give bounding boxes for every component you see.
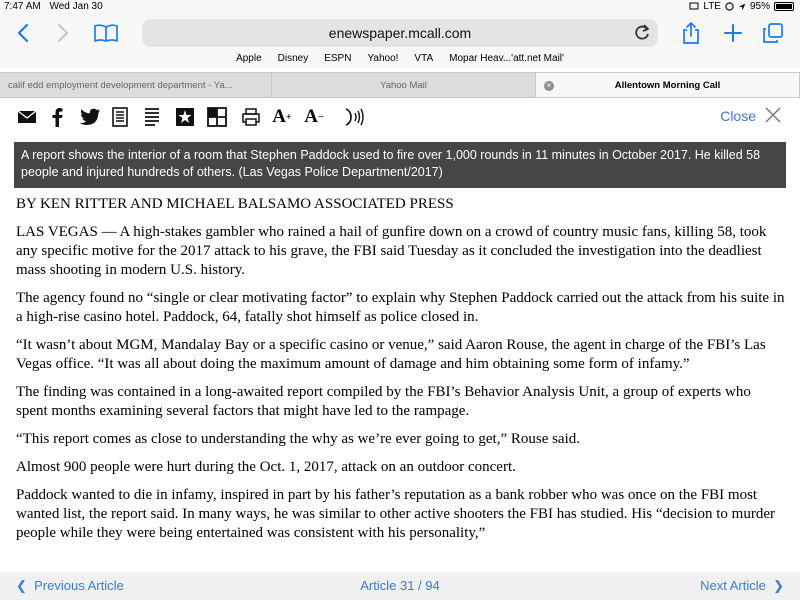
article-paragraph: Paddock wanted to die in infamy, inspired in part by his father’s reputation as a bank robber who was once on the FBI most wanted list, the report said. In many ways, he was similar to other active shooters the FBI has studied. His “decision to murder people while they were being entertained was consistent with his personality,” — [16, 487, 776, 541]
article-position: Article 31 / 94 — [360, 578, 440, 593]
printer-icon — [241, 107, 261, 127]
bookmarks-button[interactable] — [92, 20, 120, 46]
twitter-button[interactable] — [78, 106, 102, 128]
speaker-icon — [343, 107, 365, 127]
battery-icon — [774, 2, 794, 11]
tab-yahoo-mail[interactable] — [272, 73, 536, 97]
previous-article-label: Previous Article — [34, 578, 124, 593]
article-paragraph: The agency found no “single or clear motivating factor” to explain why Stephen Paddock carried out the attack from his suite in a high-rise casino hotel. Paddock, 64, fatally shot himself as police closed in. — [16, 290, 785, 325]
article-paragraph: “This report comes as close to understanding the why as we’re ever going to get,” Rouse said. — [16, 431, 581, 447]
forward-button[interactable] — [50, 20, 76, 46]
next-article-label: Next Article — [700, 578, 766, 593]
puzzle-button[interactable] — [174, 106, 196, 128]
article-paragraph: “It wasn’t about MGM, Mandalay Bay or a specific casino or venue,” said Aaron Rouse, the agent in charge of the FBI’s Las Vegas office. “It was all about doing the maximum amount of damage and him obtaining some form of infamy.” — [16, 337, 766, 372]
lock-rotation-icon — [725, 2, 734, 11]
chevron-left-icon: ❮ — [16, 578, 35, 593]
favorite-link[interactable]: Yahoo! — [367, 53, 399, 64]
url-text: enewspaper.mcall.com — [328, 25, 472, 41]
status-carrier: LTE — [703, 1, 721, 12]
location-icon — [738, 3, 746, 11]
favorite-link[interactable]: Disney — [277, 53, 309, 64]
status-date: Wed Jan 30 — [49, 1, 103, 12]
tab-allentown-morning-call[interactable] — [536, 73, 800, 97]
back-button[interactable] — [10, 20, 36, 46]
next-article-link[interactable] — [700, 578, 784, 594]
reader-toolbar — [0, 98, 800, 138]
chevron-left-icon — [16, 23, 30, 43]
plus-icon — [723, 23, 743, 43]
article-list-button[interactable] — [142, 106, 162, 128]
tab-bar — [0, 72, 800, 98]
article-paragraph: Almost 900 people were hurt during the Oct. 1, 2017, attack on an outdoor concert. — [16, 459, 516, 475]
share-icon — [682, 21, 700, 45]
favorite-link[interactable]: ESPN — [324, 53, 352, 64]
chevron-right-icon — [56, 23, 70, 43]
reload-icon[interactable] — [632, 23, 652, 43]
grid-icon — [207, 107, 227, 127]
print-button[interactable] — [240, 106, 262, 128]
favorites-bar — [0, 52, 800, 68]
tabs-icon — [762, 22, 784, 44]
decrease-font-button[interactable]: A − — [304, 106, 324, 127]
tabs-overview-button[interactable] — [760, 20, 786, 46]
article-byline: BY KEN RITTER AND MICHAEL BALSAMO ASSOCIATED PRESS — [16, 196, 454, 212]
envelope-icon — [17, 110, 37, 124]
tab-edd[interactable] — [0, 73, 272, 97]
screen-mirror-icon — [689, 2, 699, 11]
puzzle-icon — [175, 107, 195, 127]
photo-caption: A report shows the interior of a room that Stephen Paddock used to fire over 1,000 rounds in 11 minutes in October 2017. He killed 58 people and injured hundreds of others. (Las Vegas Police Department/2017) — [14, 142, 786, 188]
document-icon — [111, 107, 129, 127]
browser-toolbar — [0, 14, 800, 52]
tab-label: calif edd employment development department - Ya... — [8, 79, 233, 91]
chevron-right-icon: ❯ — [765, 578, 784, 593]
status-battery-percent: 95% — [749, 1, 770, 12]
article-body — [16, 195, 786, 552]
tab-label: Yahoo Mail — [380, 79, 427, 91]
article-paragraph: The finding was contained in a long-awaited report compiled by the FBI’s Behavior Analysis Unit, a group of experts who spent months examining several factors that might have led to the rampage. — [16, 384, 751, 419]
text-to-speech-button[interactable] — [342, 106, 366, 128]
email-button[interactable] — [16, 106, 38, 128]
status-time: 7:47 AM — [4, 1, 41, 12]
article-navigation — [0, 572, 800, 600]
close-reader-link[interactable]: Close — [720, 108, 756, 124]
text-view-button[interactable] — [110, 106, 130, 128]
facebook-icon — [51, 107, 63, 127]
tab-label: Allentown Morning Call — [614, 79, 721, 91]
favorite-link[interactable]: Mopar Heav...'att.net Mail' — [449, 53, 564, 64]
close-tab-icon[interactable]: × — [544, 81, 554, 91]
article-paragraph: LAS VEGAS — A high-stakes gambler who rained a hail of gunfire down on a crowd of country music fans, killing 58, took any specific motive for the 2017 attack to his grave, the FBI said Tuesday as it concluded the investigation into the deadliest mass shooting in modern U.S. history. — [16, 224, 767, 278]
increase-font-button[interactable]: A + — [272, 106, 292, 127]
list-icon — [143, 107, 161, 127]
status-bar — [0, 0, 800, 14]
close-icon[interactable] — [764, 106, 782, 124]
font-decrease-label: A — [304, 106, 319, 127]
facebook-button[interactable] — [48, 106, 66, 128]
new-tab-button[interactable] — [720, 20, 746, 46]
font-increase-label: A — [272, 106, 287, 127]
page-view-button[interactable] — [206, 106, 228, 128]
twitter-icon — [79, 108, 101, 126]
favorite-link[interactable]: Apple — [236, 53, 262, 64]
share-button[interactable] — [678, 20, 704, 46]
book-icon — [93, 23, 119, 43]
favorite-link[interactable]: VTA — [414, 53, 434, 64]
address-bar[interactable] — [142, 19, 658, 47]
